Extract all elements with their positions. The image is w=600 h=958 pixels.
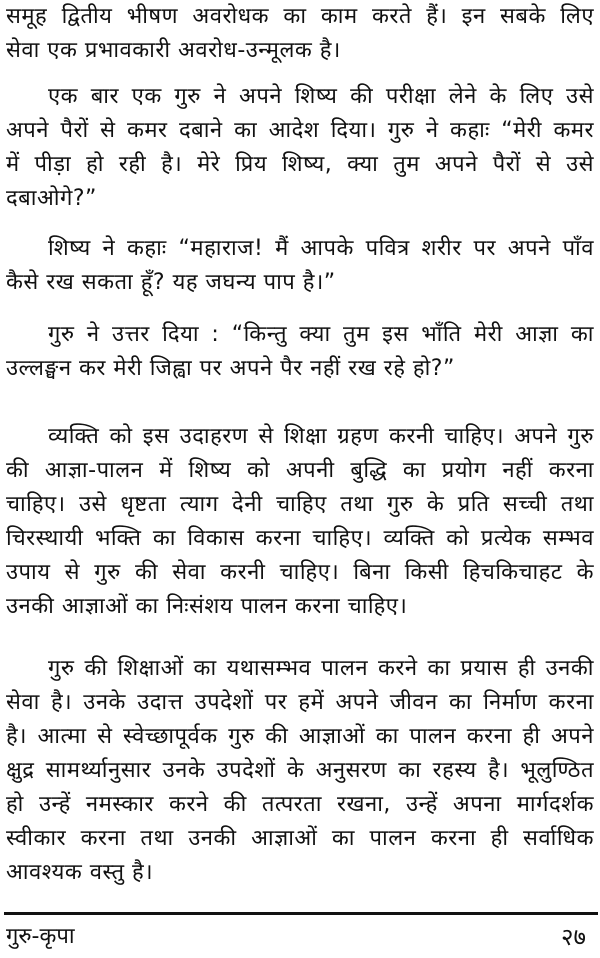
running-title: गुरु-कृपा: [6, 924, 75, 949]
text-line: स्वीकार करना तथा उनकी आज्ञाओं का पालन करना ही सर्वाधिक: [6, 826, 594, 851]
text-line: में पीड़ा हो रही है। मेरे प्रिय शिष्य, क्या तुम अपने पैरों से उसे: [6, 152, 594, 177]
text-line: सेवा एक प्रभावकारी अवरोध-उन्मूलक है।: [6, 38, 341, 63]
paragraph: [6, 420, 594, 624]
page-number: २७: [561, 923, 586, 951]
text-line: उनकी आज्ञाओं का निःसंशय पालन करना चाहिए।: [6, 594, 408, 619]
text-line: शिष्य ने कहाः “महाराज! मैं आपके पवित्र शरीर पर अपने पाँव: [48, 236, 594, 261]
text-line: सेवा है। उनके उदात्त उपदेशों पर हमें अपने जीवन का निर्माण करना: [6, 690, 594, 715]
paragraph: [6, 80, 594, 216]
footer-rule: [4, 912, 598, 915]
text-line: दबाओगे?”: [6, 186, 97, 211]
text-line: उपाय से गुरु की सेवा करनी चाहिए। बिना किसी हिचकिचाहट के: [6, 560, 594, 585]
text-line: एक बार एक गुरु ने अपने शिष्य की परीक्षा लेने के लिए उसे: [48, 84, 594, 109]
text-line: चिरस्थायी भक्ति का विकास करना चाहिए। व्यक्ति को प्रत्येक सम्भव: [6, 526, 594, 551]
text-line: समूह द्वितीय भीषण अवरोधक का काम करते हैं। इन सबके लिए: [6, 4, 594, 29]
paragraph: [6, 318, 594, 386]
text-line: है। आत्मा से स्वेच्छापूर्वक गुरु की आज्ञाओं का पालन करना ही अपने: [6, 724, 594, 749]
text-line: अपने पैरों से कमर दबाने का आदेश दिया। गुरु ने कहाः “मेरी कमर: [6, 118, 594, 143]
paragraph: [6, 0, 594, 68]
paragraph: [6, 232, 594, 300]
paragraph: [6, 652, 594, 890]
text-line: व्यक्ति को इस उदाहरण से शिक्षा ग्रहण करनी चाहिए। अपने गुरु: [48, 424, 594, 449]
text-line: हो उन्हें नमस्कार करने की तत्परता रखना, उन्हें अपना मार्गदर्शक: [6, 792, 594, 817]
text-line: क्षुद्र सामर्थ्यानुसार उनके उपदेशों के अनुसरण का रहस्य है। भूलुण्ठित: [6, 758, 594, 783]
text-line: उल्लङ्घन कर मेरी जिह्वा पर अपने पैर नहीं रख रहे हो?”: [6, 356, 455, 381]
text-line: गुरु ने उत्तर दिया : “किन्तु क्या तुम इस भाँति मेरी आज्ञा का: [48, 322, 594, 347]
text-line: चाहिए। उसे धृष्टता त्याग देनी चाहिए तथा गुरु के प्रति सच्ची तथा: [6, 492, 594, 517]
text-line: की आज्ञा-पालन में शिष्य को अपनी बुद्धि का प्रयोग नहीं करना: [6, 458, 594, 483]
text-line: आवश्यक वस्तु है।: [6, 860, 154, 885]
text-line: गुरु की शिक्षाओं का यथासम्भव पालन करने का प्रयास ही उनकी: [48, 656, 594, 681]
text-line: कैसे रख सकता हूँ? यह जघन्य पाप है।”: [6, 270, 336, 295]
